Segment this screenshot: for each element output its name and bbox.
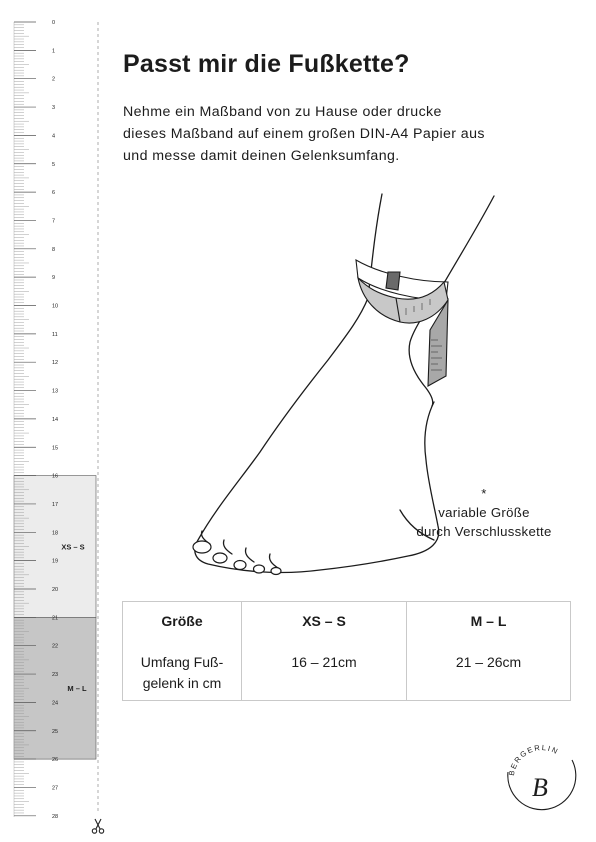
page-title: Passt mir die Fußkette? — [123, 50, 410, 78]
note-line: variable Größe — [438, 505, 530, 520]
table-header-cell: XS – S — [242, 602, 407, 641]
ruler-label: 5 — [52, 161, 56, 168]
table-header-row — [123, 602, 571, 641]
ruler-label: 27 — [52, 785, 59, 792]
ruler-label: 21 — [52, 615, 59, 622]
ruler-label: 1 — [52, 48, 56, 55]
logo-text: BERGERLIN — [506, 743, 561, 777]
ruler-label: 26 — [52, 757, 59, 764]
ruler-label: 9 — [52, 275, 56, 282]
ruler-label: 10 — [52, 303, 59, 310]
ruler-label: 6 — [52, 190, 56, 197]
ruler-label: 3 — [52, 105, 56, 112]
ruler-label: 24 — [52, 700, 59, 707]
intro-text — [123, 101, 563, 167]
ruler-label: 2 — [52, 76, 56, 83]
table-cell: 21 – 26cm — [407, 640, 571, 701]
scissors-icon — [92, 819, 103, 833]
ruler-label: 4 — [52, 133, 56, 140]
measuring-ruler — [0, 0, 110, 842]
ruler-label: 7 — [52, 218, 56, 225]
table-cell: 16 – 21cm — [242, 640, 407, 701]
ruler-label: 12 — [52, 360, 59, 367]
ruler-label: 25 — [52, 728, 59, 735]
ruler-label: 17 — [52, 501, 59, 508]
note-line: durch Verschlusskette — [416, 524, 552, 539]
intro-line: Nehme ein Maßband von zu Hause oder drucke — [123, 104, 442, 120]
ruler-label: 8 — [52, 246, 56, 253]
ruler-label: 13 — [52, 388, 59, 395]
ruler-labels — [52, 20, 58, 820]
ruler-label: 11 — [52, 331, 58, 338]
ruler-label: 22 — [52, 643, 59, 650]
ruler-label: 18 — [52, 530, 59, 537]
table-row — [123, 640, 571, 701]
size-band-xs-s-label: XS – S — [61, 542, 85, 552]
brand-logo — [500, 730, 580, 822]
size-band-m-l-label: M – L — [67, 684, 87, 694]
ruler-label: 14 — [52, 416, 59, 423]
variable-size-note — [393, 484, 575, 541]
table-row-label — [123, 640, 242, 701]
ruler-label: 16 — [52, 473, 59, 480]
intro-line: und messe damit deinen Gelenksumfang. — [123, 148, 400, 164]
ruler-label: 19 — [52, 558, 59, 565]
table-header-cell: M – L — [407, 602, 571, 641]
intro-line: dieses Maßband auf einem großen DIN-A4 Papier aus — [123, 126, 485, 142]
ruler-label: 28 — [52, 813, 59, 820]
row-label-line: Umfang Fuß- — [140, 654, 224, 670]
row-label-line: gelenk in cm — [142, 675, 222, 691]
size-table — [122, 601, 571, 701]
table-header-cell: Größe — [123, 602, 242, 641]
logo-monogram: B — [532, 773, 548, 802]
ruler-label: 0 — [52, 20, 56, 26]
ruler-label: 15 — [52, 445, 59, 452]
note-star: * — [481, 486, 487, 501]
ruler-label: 23 — [52, 672, 59, 679]
ruler-label: 20 — [52, 587, 59, 593]
